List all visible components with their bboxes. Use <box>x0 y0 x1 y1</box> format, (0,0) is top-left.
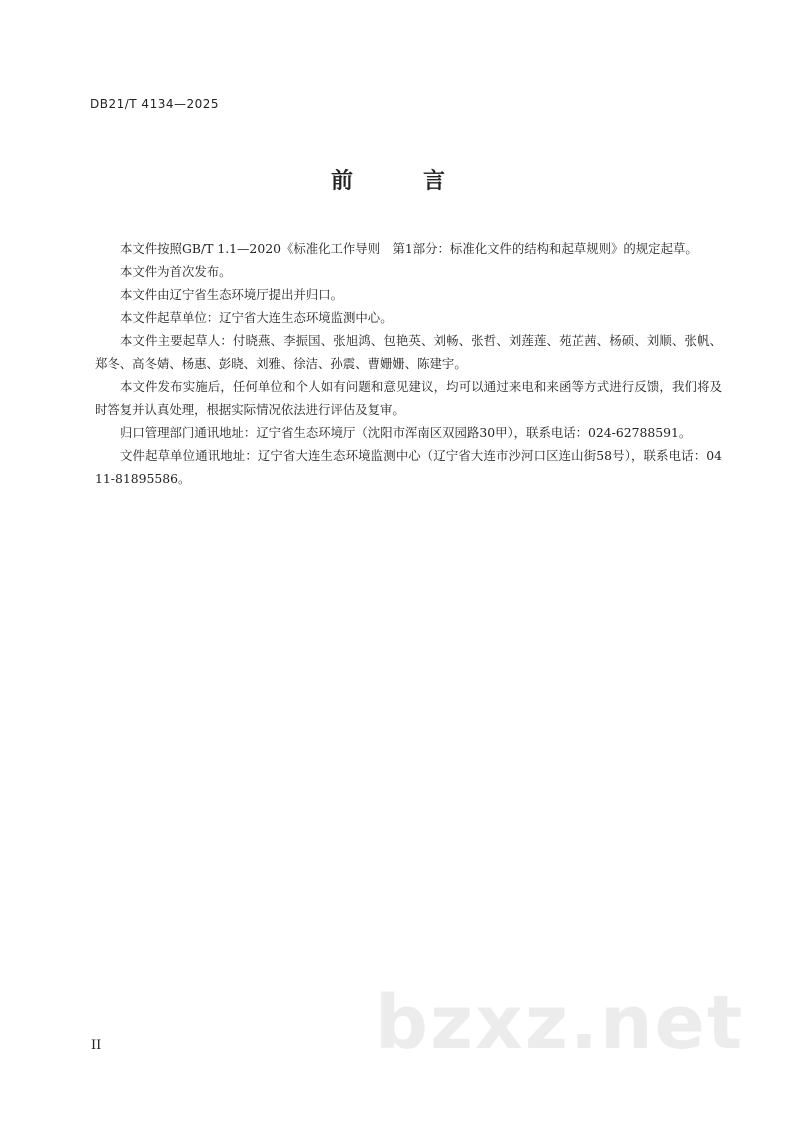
paragraph-proposer: 本文件由辽宁省生态环境厅提出并归口。 <box>120 287 344 302</box>
paragraph-drafter-address: 文件起草单位通讯地址：辽宁省大连生态环境监测中心（辽宁省大连市沙河口区连山街58号），联系电话：0411-81895586。 <box>95 448 722 486</box>
page-title: 前 言 <box>330 169 469 194</box>
paragraph-drafting-unit: 本文件起草单位：辽宁省大连生态环境监测中心。 <box>120 310 393 325</box>
paragraph-first-release: 本文件为首次发布。 <box>120 264 232 279</box>
page-number: II <box>91 1038 102 1053</box>
paragraph-authority-address: 归口管理部门通讯地址：辽宁省生态环境厅（沈阳市浑南区双园路30甲），联系电话：024-62788591。 <box>120 425 692 440</box>
paragraph-drafters: 本文件主要起草人：付晓燕、李振国、张旭鸿、包艳英、刘畅、张哲、刘莲莲、苑芷茜、杨硕、刘顺、张帆、郑冬、高冬婧、杨惠、彭晓、刘雅、徐洁、孙震、曹姗姗、陈建宇。 <box>95 333 722 371</box>
paragraph-feedback: 本文件发布实施后，任何单位和个人如有问题和意见建议，均可以通过来电和来函等方式进行反馈，我们将及时答复并认真处理，根据实际情况依法进行评估及复审。 <box>95 379 722 417</box>
standard-code: DB21/T 4134—2025 <box>90 97 220 111</box>
watermark-logo: bzxz.net <box>375 980 745 1066</box>
paragraph-drafting-basis: 本文件按照GB/T 1.1—2020《标准化工作导则 第1部分：标准化文件的结构和起草规则》的规定起草。 <box>120 241 698 256</box>
foreword-body <box>95 237 722 490</box>
